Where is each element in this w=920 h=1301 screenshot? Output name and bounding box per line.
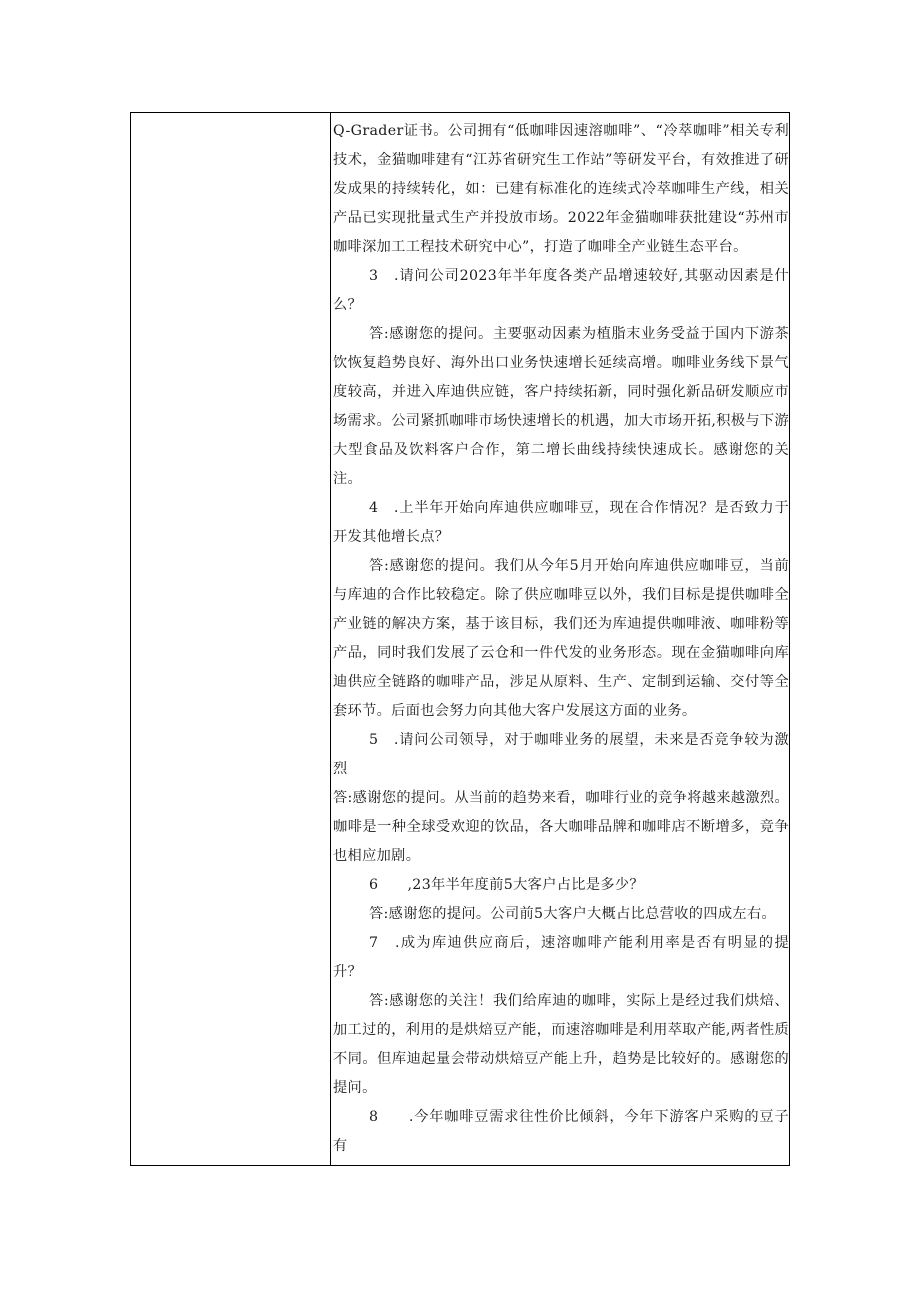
question-7: 7 .成为库迪供应商后，速溶咖啡产能利用率是否有明显的提升？ [333,935,789,980]
table-left-cell [131,113,331,1165]
question-3: 3 .请问公司2023年半年度各类产品增速较好,其驱动因素是什么？ [333,268,789,313]
question-6: 6 ,23年半年度前5大客户占比是多少？ [369,877,644,893]
answer-6: 答:感谢您的提问。公司前5大客户大概占比总营收的四成左右。 [369,906,777,922]
answer-3: 答:感谢您的提问。主要驱动因素为植脂末业务受益于国内下游茶饮恢复趋势良好、海外出口业务快速增长延续高增。咖啡业务线下景气度较高，并进入库迪供应链，客户持续拓新，同时强化新品研发顺应市场需求。公司紧抓咖啡市场快速增长的机遇，加大市场开拓,积极与下游大型食品及饮料客户合作，第二增长曲线持续快速成长。感谢您的关注。 [333,326,789,487]
document-table [130,112,790,1166]
question-8: 8 .今年咖啡豆需求往性价比倾斜，今年下游客户采购的豆子有 [333,1109,789,1154]
answer-4: 答:感谢您的提问。我们从今年5月开始向库迪供应咖啡豆，当前与库迪的合作比较稳定。除了供应咖啡豆以外，我们目标是提供咖啡全产业链的解决方案，基于该目标，我们还为库迪提供咖啡液、咖啡粉等产品，同时我们发展了云仓和一件代发的业务形态。现在金猫咖啡向库迪供应全链路的咖啡产品，涉足从原料、生产、定制到运输、交付等全套环节。后面也会努力向其他大客户发展这方面的业务。 [333,558,789,719]
paragraph-rd-platforms: Q-Grader证书。公司拥有“低咖啡因速溶咖啡”、“冷萃咖啡”相关专利技术，金猫咖啡建有“江苏省研究生工作站”等研发平台，有效推进了研发成果的持续转化，如：已建有标准化的连续式冷萃咖啡生产线，相关产品已实现批量式生产并投放市场。2022年金猫咖啡获批建设“苏州市咖啡深加工工程技术研究中心”，打造了咖啡全产业链生态平台。 [333,123,789,255]
answer-5: 答:感谢您的提问。从当前的趋势来看，咖啡行业的竞争将越来越激烈。咖啡是一种全球受欢迎的饮品，各大咖啡品牌和咖啡店不断增多，竞争也相应加剧。 [333,790,789,864]
table-content-cell [331,113,789,1165]
question-5: 5 .请问公司领导，对于咖啡业务的展望，未来是否竞争较为激烈 [333,732,789,777]
answer-7: 答:感谢您的关注！我们给库迪的咖啡，实际上是经过我们烘焙、加工过的，利用的是烘焙豆产能，而速溶咖啡是利用萃取产能,两者性质不同。但库迪起量会带动烘焙豆产能上升，趋势是比较好的。感谢您的提问。 [333,993,789,1096]
question-4: 4 .上半年开始向库迪供应咖啡豆，现在合作情况？是否致力于开发其他增长点？ [333,500,789,545]
